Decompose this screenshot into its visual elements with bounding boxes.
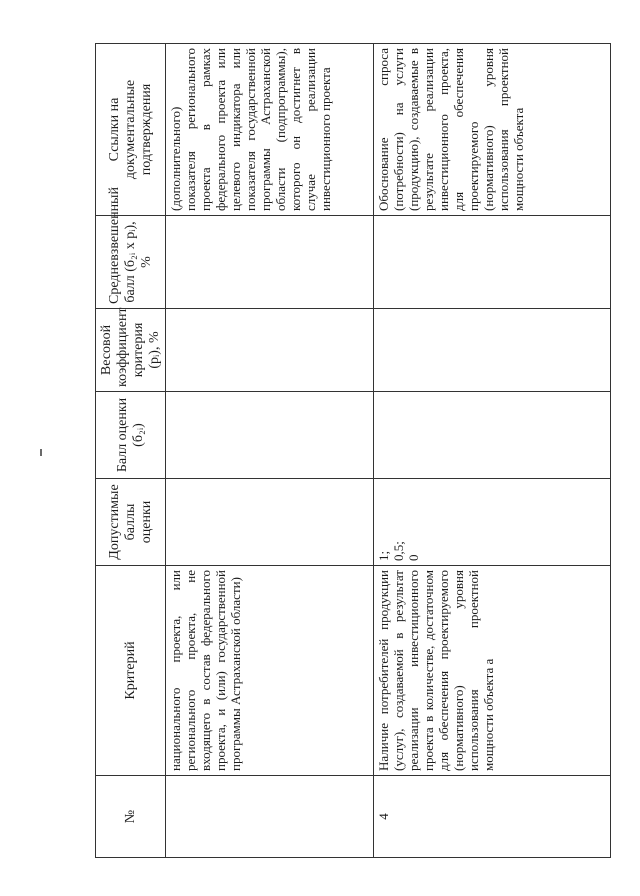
header-score: Балл оценки (б₂ᵢ): [96, 392, 166, 479]
cell-weighted-score: [373, 216, 610, 309]
cell-criterion: Наличие потребителей продукции (услуг), создаваемой в результат реализации инвестиционного проекта в количестве, достаточном для обеспечения проектируемого (нормативного) уровня использования проектной мощности объекта а: [373, 566, 610, 776]
header-no: №: [96, 776, 166, 858]
cell-allowed-points: [373, 479, 610, 566]
allowed-point: 1;: [375, 550, 391, 561]
rotated-table-container: [95, 44, 611, 858]
table-row-4: [373, 44, 610, 858]
cell-no: 4: [373, 776, 610, 858]
allowed-point: 0: [405, 554, 421, 561]
cell-score: [373, 392, 610, 479]
cell-no: [166, 776, 373, 858]
allowed-point: 0,5;: [390, 541, 406, 561]
header-allowed-points: Допустимые баллы оценки: [96, 479, 166, 566]
cell-weight: [373, 309, 610, 392]
header-weighted-score: Средневзвешенный балл (б₂ᵢ x pᵢ), %: [96, 216, 166, 309]
cell-allowed-points: [166, 479, 373, 566]
cell-criterion: национального проекта, или регионального проекта, не входящего в состав федерального проекта, и (или) государственной программы Астраханской области): [166, 566, 373, 776]
header-row: [96, 44, 166, 858]
scan-mark: [40, 449, 42, 456]
cell-weight: [166, 309, 373, 392]
header-weight: Весовой коэффициент критерия (pᵢ), %: [96, 309, 166, 392]
header-references: Ссылки на документальные подтверждения: [96, 44, 166, 216]
cell-score: [166, 392, 373, 479]
header-criterion: Критерий: [96, 566, 166, 776]
cell-references: (дополнительного) показателя регионального проекта в рамках федерального проекта или целевого индикатора или показателя государственной программы Астраханской области (подпрограммы), которого он достигнет в случае реализации инвестиционного проекта: [166, 44, 373, 216]
criteria-table: [95, 43, 611, 858]
cell-weighted-score: [166, 216, 373, 309]
cell-references: Обоснование спроса (потребности) на услуги (продукцию), создаваемые в результате реализации инвестиционного проекта, для обеспечения проектируемого (нормативного) уровня использования проектной мощности объекта: [373, 44, 610, 216]
table-row-continuation: [166, 44, 373, 858]
